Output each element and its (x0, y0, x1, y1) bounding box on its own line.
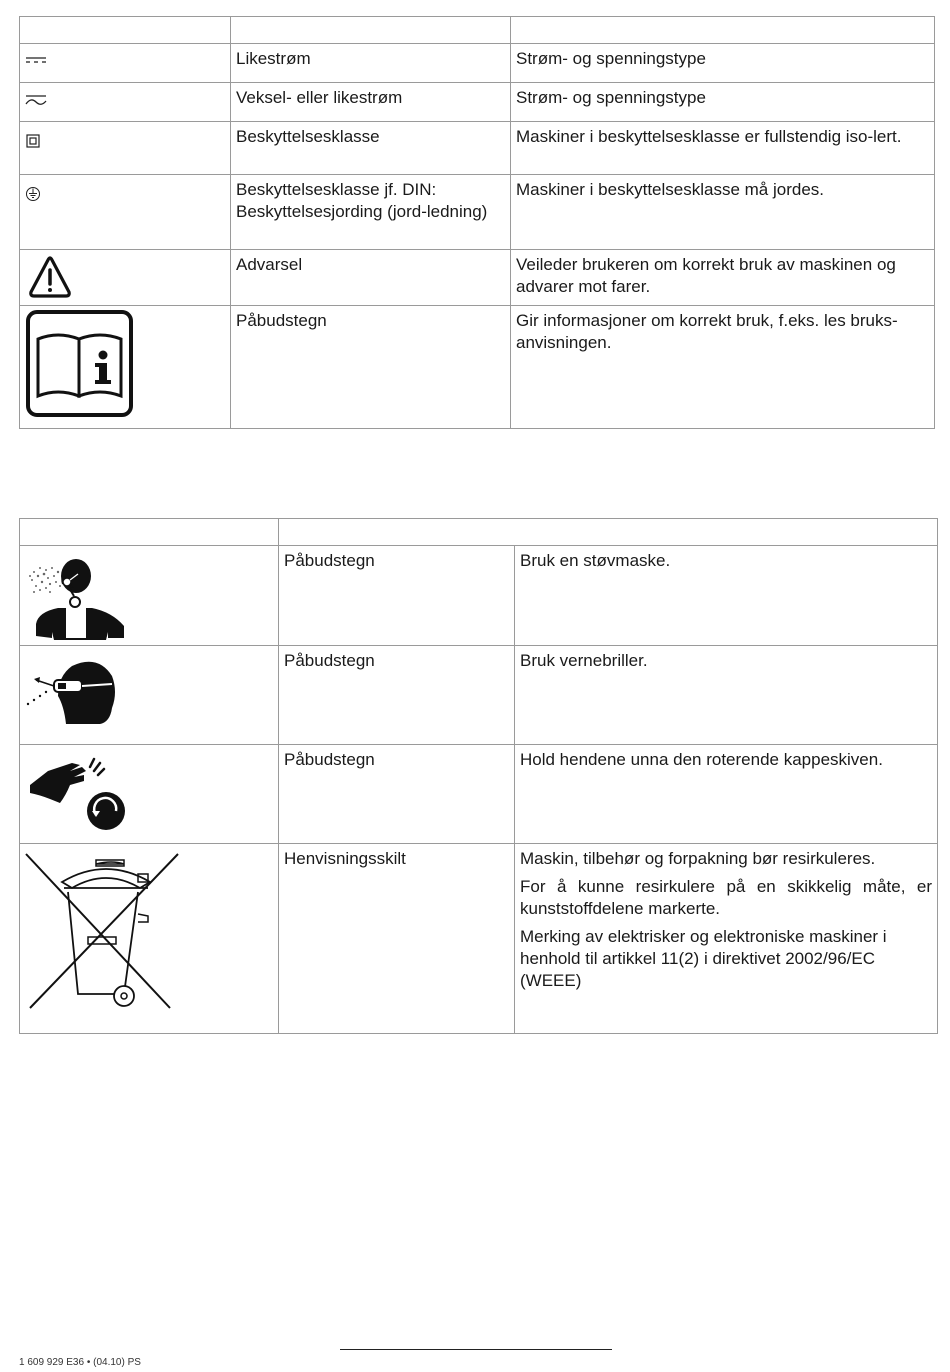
table-row (20, 306, 935, 429)
row-text: Maskin, tilbehør og forpakning bør resirkuleres. (520, 849, 876, 868)
row-explanation: Gir informasjoner om korrekt bruk, f.eks. les bruks-anvisningen. (516, 311, 898, 352)
table-row (20, 844, 938, 1034)
footer-rule (340, 1349, 612, 1350)
symbols-table (19, 16, 935, 429)
row-type: Påbudstegn (284, 651, 375, 670)
protective-earth-icon (20, 175, 60, 209)
protection-class-ii-icon (20, 122, 60, 156)
table-row (20, 122, 935, 175)
signs-table-header (20, 519, 938, 546)
row-text: Bruk en støvmaske. (520, 551, 671, 570)
crossed-out-bin-icon (20, 844, 200, 1020)
table-row (20, 745, 938, 844)
table-row (20, 546, 938, 646)
row-text: Merking av elektrisker og elektroniske maskiner i henhold til artikkel 11(2) i direktivet 2002/96/EC (WEEE) (520, 927, 887, 990)
row-text: Bruk vernebriller. (520, 651, 648, 670)
row-explanation: Strøm- og spenningstype (516, 49, 706, 68)
signs-table (19, 518, 938, 1034)
row-text: Hold hendene unna den roterende kappeskiven. (520, 750, 883, 769)
row-type: Påbudstegn (284, 750, 375, 769)
row-meaning: Advarsel (236, 255, 303, 274)
alternating-current-icon (20, 83, 60, 113)
safety-goggles-icon (20, 646, 150, 742)
row-meaning: Veksel- eller likestrøm (236, 88, 403, 107)
row-explanation: Veileder brukeren om korrekt bruk av maskinen og advarer mot farer. (516, 255, 896, 296)
symbols-table-header (20, 17, 935, 44)
row-meaning: Beskyttelsesklasse jf. DIN: Beskyttelsesjording (jord-ledning) (236, 180, 488, 221)
row-type: Påbudstegn (284, 551, 375, 570)
row-explanation: Maskiner i beskyttelsesklasse er fullstendig iso-lert. (516, 127, 902, 146)
table-row (20, 646, 938, 745)
row-meaning: Likestrøm (236, 49, 311, 68)
table-row (20, 83, 935, 122)
read-manual-icon (20, 306, 140, 428)
table-row (20, 44, 935, 83)
row-explanation: Maskiner i beskyttelsesklasse må jordes. (516, 180, 825, 199)
row-meaning: Beskyttelsesklasse (236, 127, 380, 146)
dust-mask-icon (20, 546, 150, 642)
keep-hands-away-icon (20, 745, 150, 841)
table-row (20, 175, 935, 250)
table-row (20, 250, 935, 306)
direct-current-icon (20, 44, 60, 74)
warning-triangle-icon (20, 250, 80, 304)
row-type: Henvisningsskilt (284, 849, 406, 868)
row-explanation: Strøm- og spenningstype (516, 88, 706, 107)
footer-code: 1 609 929 E36 • (04.10) PS (19, 1357, 141, 1368)
row-meaning: Påbudstegn (236, 311, 327, 330)
row-text: For å kunne resirkulere på en skikkelig måte, er kunststoffdelene markerte. (520, 877, 932, 918)
